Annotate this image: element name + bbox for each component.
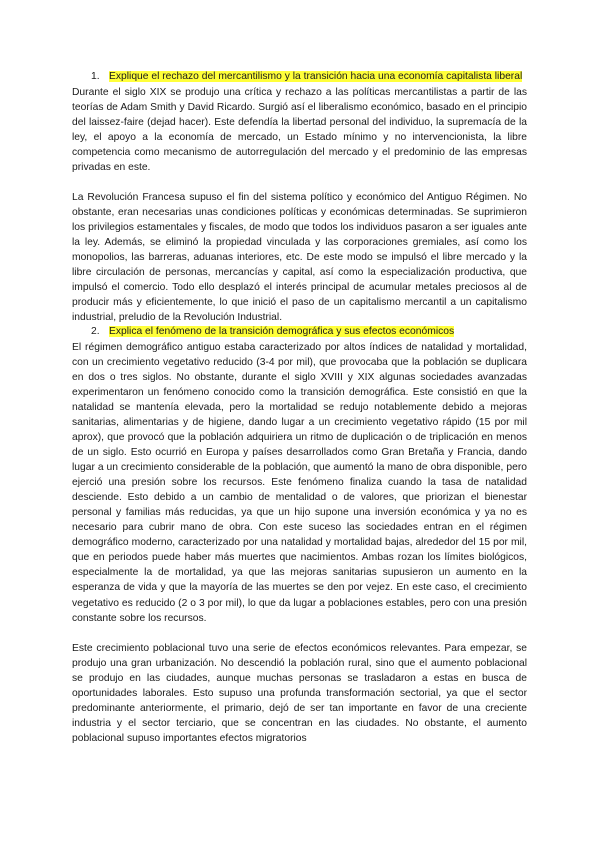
paragraph-gap [72,626,527,641]
paragraph-gap [72,175,527,190]
section-1-heading [72,70,527,85]
section-1-number: 1. [91,71,100,82]
document-page [72,70,527,746]
section-2-paragraph-2: Este crecimiento poblacional tuvo una serie de efectos económicos relevantes. Para empezar, se produjo una gran urbanización. No descendió la población rural, sino que el aumento poblacional se produjo en las ciudades, aunque muchas personas se trasladaron a estas en busca de oportunidades laborales. Esto supuso una profunda transformación sectorial, ya que el sector predominante anteriormente, el primario, dejó de ser tan importante en favor de una creciente industria y el sector terciario, que se concentran en las ciudades. No obstante, el aumento poblacional supuso importantes efectos migratorios [72,642,527,744]
section-2-title: Explica el fenómeno de la transición demográfica y sus efectos económicos [109,326,455,338]
section-1-paragraph-2: La Revolución Francesa supuso el fin del sistema político y económico del Antiguo Régimen. No obstante, eran necesarias unas condiciones políticas y económicas determinadas. Se suprimieron los privilegios estamentales y fiscales, de modo que todos los individuos pasaron a ser iguales ante la ley. Además, se eliminó la propiedad vinculada y las corporaciones gremiales, así como los monopolios, las barreras, aduanas interiores, etc. De este modo se impulsó el libre mercado y la libre circulación de personas, mercancías y capital, así como la especialización productiva, que impulsó el comercio. Todo ello desplazó el interés principal de acumular metales preciosos al de producir más y eficientemente, lo que inició el paso de un capitalismo mercantil a un capitalismo industrial, preludio de la Revolución Industrial. [72,191,527,324]
section-1-title: Explique el rechazo del mercantilismo y la transición hacia una economía capitalista liberal [109,71,523,82]
section-2-paragraph-1: El régimen demográfico antiguo estaba caracterizado por altos índices de natalidad y mortalidad, con un crecimiento vegetativo reducido (3-4 por mil), que provocaba que la población se duplicara en dos o tres siglos. No obstante, durante el siglo XVIII y XIX algunas sociedades avanzadas experimentaron un fenómeno conocido como la transición demográfica. Este consistió en que la natalidad se mantenía elevada, pero la mortalidad se redujo notablemente debido a mejoras sanitarias, alimentarias y de higiene, dando lugar a un crecimiento vegetativo rápido (15 por mil aprox), que provocó que la población adquiriera un ritmo de duplicación o de triplicación en menos de un siglo. Esto ocurrió en Europa y países desarrollados como Gran Bretaña y Francia, dando lugar a un crecimiento considerable de la población, que aumentó la mano de obra disponible, pero ejerció una presión sobre los recursos. Este fenómeno finaliza cuando la tasa de natalidad desciende. Esto debido a un cambio de mentalidad o de valores, que priorizan el bienestar personal y familias más reducidas, ya que un hijo supone una inversión económica y ya no es necesario para cubrir mano de obra. Con este suceso las sociedades entran en el régimen demográfico moderno, caracterizado por una natalidad y mortalidad bajas, alrededor del 15 por mil, que en periodos puede haber más muertes que nacimientos. Ambas rozan los límites biológicos, especialmente la de mortalidad, ya que las mejoras sanitarias supusieron un aumento en la esperanza de vida y que la mayoría de las muertes se den por vejez. En este caso, el crecimiento vegetativo es reducido (2 o 3 por mil), lo que da lugar a poblaciones estables, pero con una presión constante sobre los recursos. [72,341,527,624]
section-2-number: 2. [91,326,100,338]
section-2-heading [72,325,527,340]
section-1-paragraph-1: Durante el siglo XIX se produjo una crítica y rechazo a las políticas mercantilistas a partir de las teorías de Adam Smith y David Ricardo. Surgió así el liberalismo económico, basado en el principio del laissez-faire (dejad hacer). Este defendía la libertad personal del individuo, la supremacía de la ley, el apoyo a la economía de mercado, un Estado mínimo y no intervencionista, la libre competencia como mecanismo de autorregulación del mercado y el predominio de las empresas privadas en este. [72,86,527,173]
